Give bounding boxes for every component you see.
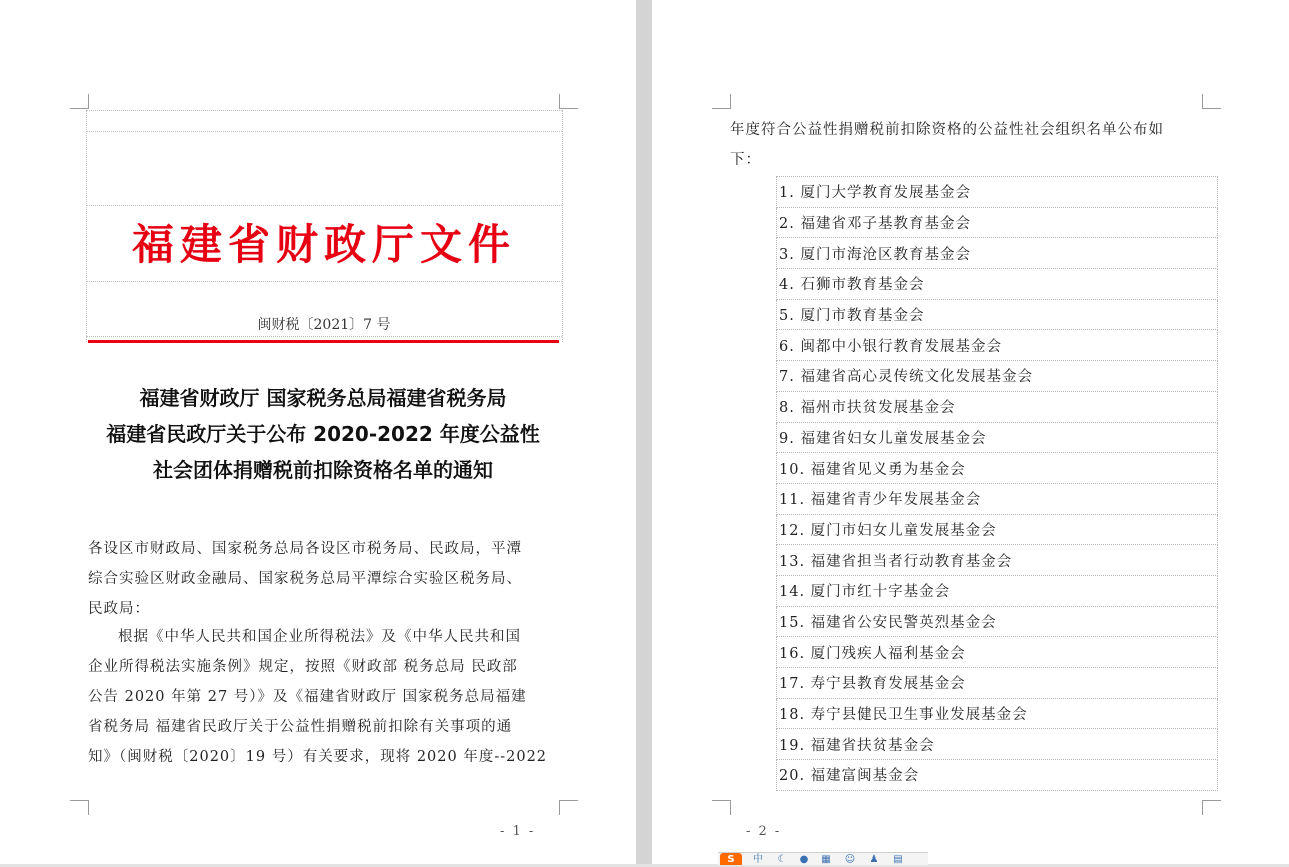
title-line: 福建省财政厅 国家税务总局福建省税务局: [139, 386, 507, 410]
organization-name: 11. 福建省青少年发展基金会: [777, 483, 1218, 514]
table-row: [777, 299, 1218, 330]
title-line: 福建省民政厅关于公布 2020-2022 年度公益性: [106, 422, 540, 446]
organization-name: 8. 福州市扶贫发展基金会: [777, 391, 1218, 422]
grid-icon[interactable]: ▤: [893, 854, 903, 865]
body-line: 根据《中华人民共和国企业所得税法》及《中华人民共和国: [118, 629, 521, 645]
title-line: 社会团体捐赠税前扣除资格名单的通知: [153, 458, 493, 482]
organization-name: 18. 寿宁县健民卫生事业发展基金会: [777, 698, 1218, 729]
organization-name: 3. 厦门市海沧区教育基金会: [777, 238, 1218, 269]
organization-name: 7. 福建省高心灵传统文化发展基金会: [777, 361, 1218, 392]
user-icon[interactable]: ☺: [844, 854, 856, 865]
organization-name: 13. 福建省担当者行动教育基金会: [777, 545, 1218, 576]
salutation-line: 综合实验区财政金融局、国家税务总局平潭综合实验区税务局、: [88, 571, 522, 587]
salutation-line: 民政局：: [88, 601, 150, 617]
margin-corner-bottom-left: [712, 800, 731, 815]
table-row: [777, 575, 1218, 606]
header-table-line: [86, 205, 562, 206]
margin-corner-top-right: [1202, 94, 1221, 109]
body-line: 企业所得税法实施条例》规定，按照《财政部 税务总局 民政部: [88, 659, 518, 675]
margin-corner-top-left: [70, 94, 89, 109]
header-table-line: [86, 131, 562, 132]
organization-name: 19. 福建省扶贫基金会: [777, 729, 1218, 760]
document-page-1: [0, 0, 636, 864]
table-row: [777, 760, 1218, 791]
zh-input-icon[interactable]: 中: [753, 854, 763, 865]
table-row: [777, 514, 1218, 545]
table-row: [777, 361, 1218, 392]
header-table-line: [86, 336, 562, 337]
margin-corner-bottom-left: [70, 800, 89, 815]
margin-corner-bottom-right: [559, 800, 578, 815]
table-row: [777, 422, 1218, 453]
table-row: [777, 330, 1218, 361]
organization-name: 4. 石狮市教育基金会: [777, 269, 1218, 300]
organization-name: 14. 厦门市红十字基金会: [777, 575, 1218, 606]
body-paragraph: [88, 622, 562, 772]
organization-name: 15. 福建省公安民警英烈基金会: [777, 606, 1218, 637]
table-row: [777, 238, 1218, 269]
red-separator-line: [88, 340, 559, 343]
table-row: [777, 269, 1218, 300]
red-header-title: 福建省财政厅文件: [131, 220, 516, 269]
table-row: [777, 453, 1218, 484]
keyboard-icon[interactable]: ▦: [821, 854, 831, 865]
organization-name: 20. 福建富闽基金会: [777, 760, 1218, 791]
table-row: [777, 391, 1218, 422]
organization-name: 17. 寿宁县教育发展基金会: [777, 668, 1218, 699]
table-row: [777, 483, 1218, 514]
organization-name: 1. 厦门大学教育发展基金会: [777, 177, 1218, 208]
margin-corner-top-left: [712, 94, 731, 109]
list-intro: [730, 115, 1210, 175]
table-row: [777, 698, 1218, 729]
mic-icon[interactable]: ●: [799, 854, 809, 865]
header-table-line: [86, 110, 562, 111]
organization-name: 5. 厦门市教育基金会: [777, 299, 1218, 330]
body-line: 公告 2020 年第 27 号）》及《福建省财政厅 国家税务总局福建: [88, 689, 527, 705]
body-line: 省税务局 福建省民政厅关于公益性捐赠税前扣除有关事项的通: [88, 719, 513, 735]
organization-list-table: [776, 176, 1218, 791]
table-row: [777, 606, 1218, 637]
body-line: 知》（闽财税〔2020〕19 号）有关要求，现将 2020 年度--2022: [88, 749, 548, 765]
notice-title: [70, 380, 576, 488]
organization-name: 2. 福建省邓子基教育基金会: [777, 207, 1218, 238]
table-row: [777, 177, 1218, 208]
table-row: [777, 545, 1218, 576]
table-row: [777, 637, 1218, 668]
organization-name: 12. 厦门市妇女儿童发展基金会: [777, 514, 1218, 545]
table-row: [777, 207, 1218, 238]
page-number: - 1 -: [500, 824, 536, 839]
header-table-line: [86, 281, 562, 282]
shirt-icon[interactable]: ♟: [869, 854, 879, 865]
document-number: 闽财税〔2021〕7 号: [257, 317, 391, 333]
table-row: [777, 729, 1218, 760]
organization-name: 16. 厦门残疾人福利基金会: [777, 637, 1218, 668]
margin-corner-bottom-right: [1202, 800, 1221, 815]
table-row: [777, 668, 1218, 699]
ime-toolbar[interactable]: [718, 852, 928, 865]
salutation: [88, 534, 562, 624]
sogou-logo-icon[interactable]: S: [720, 853, 742, 865]
salutation-line: 各设区市财政局、国家税务总局各设区市税务局、民政局，平潭: [88, 541, 522, 557]
page-number: - 2 -: [746, 824, 782, 839]
organization-name: 10. 福建省见义勇为基金会: [777, 453, 1218, 484]
intro-line: 年度符合公益性捐赠税前扣除资格的公益性社会组织名单公布如: [730, 122, 1164, 138]
moon-icon[interactable]: ☾: [777, 854, 787, 865]
organization-name: 6. 闽都中小银行教育发展基金会: [777, 330, 1218, 361]
organization-name: 9. 福建省妇女儿童发展基金会: [777, 422, 1218, 453]
intro-line: 下：: [730, 152, 761, 168]
margin-corner-top-right: [559, 94, 578, 109]
page-gutter: [636, 0, 652, 864]
